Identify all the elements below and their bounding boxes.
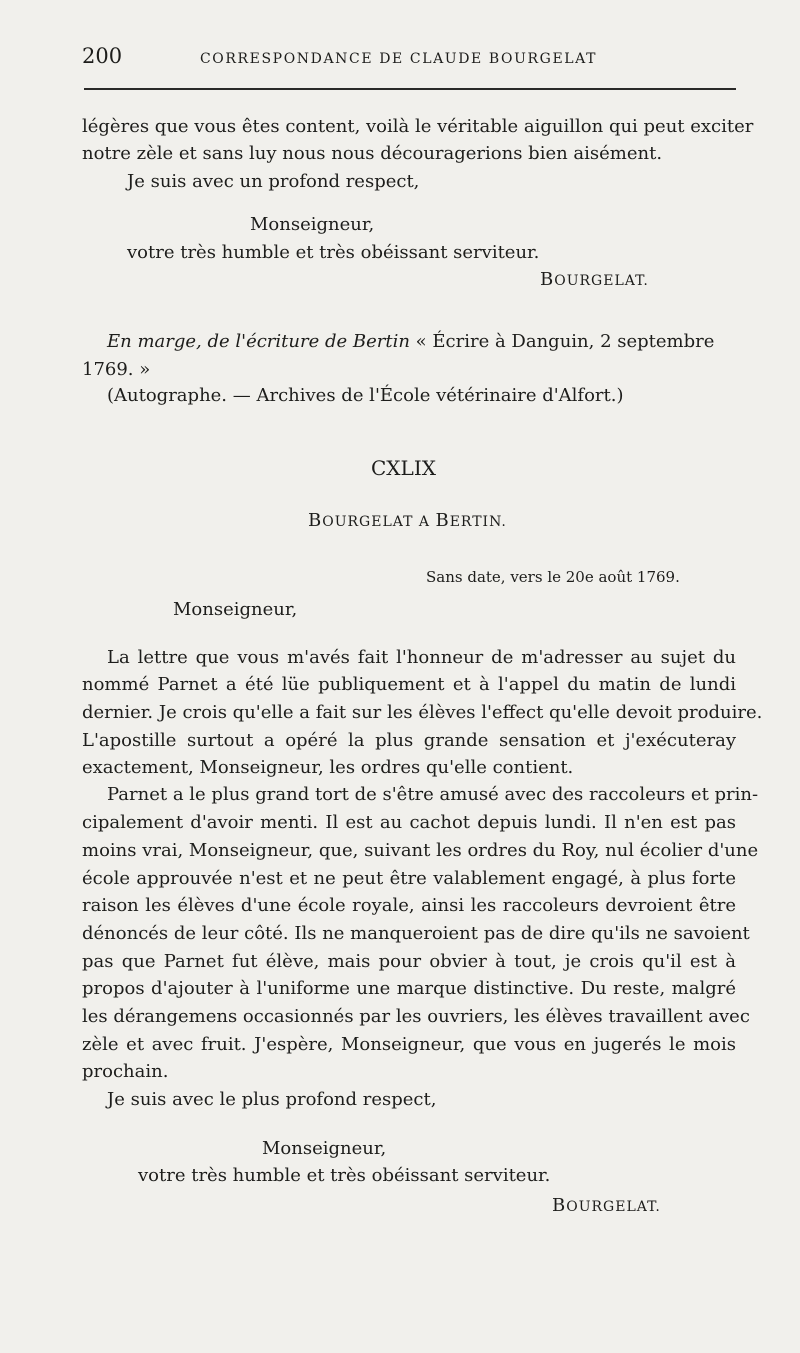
body-line: zèle et avec fruit. J'espère, Monseigneur, que vous en jugerés le mois [82, 1034, 736, 1055]
prev-salutation: Monseigneur, [250, 214, 375, 235]
body-line: dernier. Je crois qu'elle a fait sur les élèves l'effect qu'elle devoit produire. [82, 702, 763, 723]
marginal-note: En marge, de l'écriture de Bertin « Écrire à Danguin, 2 septembre [107, 331, 715, 352]
letter-number: CXLIX [371, 456, 436, 480]
body-line: cipalement d'avoir menti. Il est au cachot depuis lundi. Il n'en est pas [82, 812, 736, 833]
body-line: exactement, Monseigneur, les ordres qu'elle contient. [82, 757, 574, 778]
marginal-note-year: 1769. » [82, 359, 151, 380]
body-line: L'apostille surtout a opéré la plus grande sensation et j'exécuteray [82, 730, 736, 751]
servant-line: votre très humble et très obéissant serviteur. [138, 1165, 551, 1186]
header-rule [84, 88, 736, 90]
letter-signature: BOURGELAT. [552, 1195, 661, 1216]
prev-servant-line: votre très humble et très obéissant serviteur. [127, 242, 540, 263]
prev-signature: BOURGELAT. [540, 269, 649, 290]
body-line: pas que Parnet fut élève, mais pour obvier à tout, je crois qu'il est à [82, 951, 736, 972]
letter-heading: BOURGELAT A BERTIN. [308, 510, 507, 531]
body-line: école approuvée n'est et ne peut être valablement engagé, à plus forte [82, 868, 736, 889]
body-line: dénoncés de leur côté. Ils ne manqueroient pas de dire qu'ils ne savoient [82, 923, 750, 944]
prev-text-line: légères que vous êtes content, voilà le véritable aiguillon qui peut exciter [82, 116, 754, 137]
page-number: 200 [82, 44, 123, 68]
prev-text-line: notre zèle et sans luy nous nous découragerions bien aisément. [82, 143, 663, 164]
body-line: raison les élèves d'une école royale, ainsi les raccoleurs devroient être [82, 895, 736, 916]
letter-date: Sans date, vers le 20e août 1769. [426, 568, 680, 586]
letter-closing: Je suis avec le plus profond respect, [107, 1089, 437, 1110]
source-note: (Autographe. — Archives de l'École vétérinaire d'Alfort.) [107, 385, 624, 406]
body-line: Parnet a le plus grand tort de s'être amusé avec des raccoleurs et prin- [107, 784, 759, 805]
prev-closing: Je suis avec un profond respect, [127, 171, 420, 192]
closing-salutation: Monseigneur, [262, 1138, 387, 1159]
body-line: moins vrai, Monseigneur, que, suivant les ordres du Roy, nul écolier d'une [82, 840, 759, 861]
body-line: La lettre que vous m'avés fait l'honneur de m'adresser au sujet du [107, 647, 736, 668]
body-line: propos d'ajouter à l'uniforme une marque distinctive. Du reste, malgré [82, 978, 736, 999]
running-title: CORRESPONDANCE DE CLAUDE BOURGELAT [200, 51, 598, 67]
body-line: les dérangemens occasionnés par les ouvriers, les élèves travaillent avec [82, 1006, 750, 1027]
letter-salutation: Monseigneur, [173, 599, 298, 620]
body-line: prochain. [82, 1061, 169, 1082]
body-line: nommé Parnet a été lüe publiquement et à l'appel du matin de lundi [82, 674, 736, 695]
